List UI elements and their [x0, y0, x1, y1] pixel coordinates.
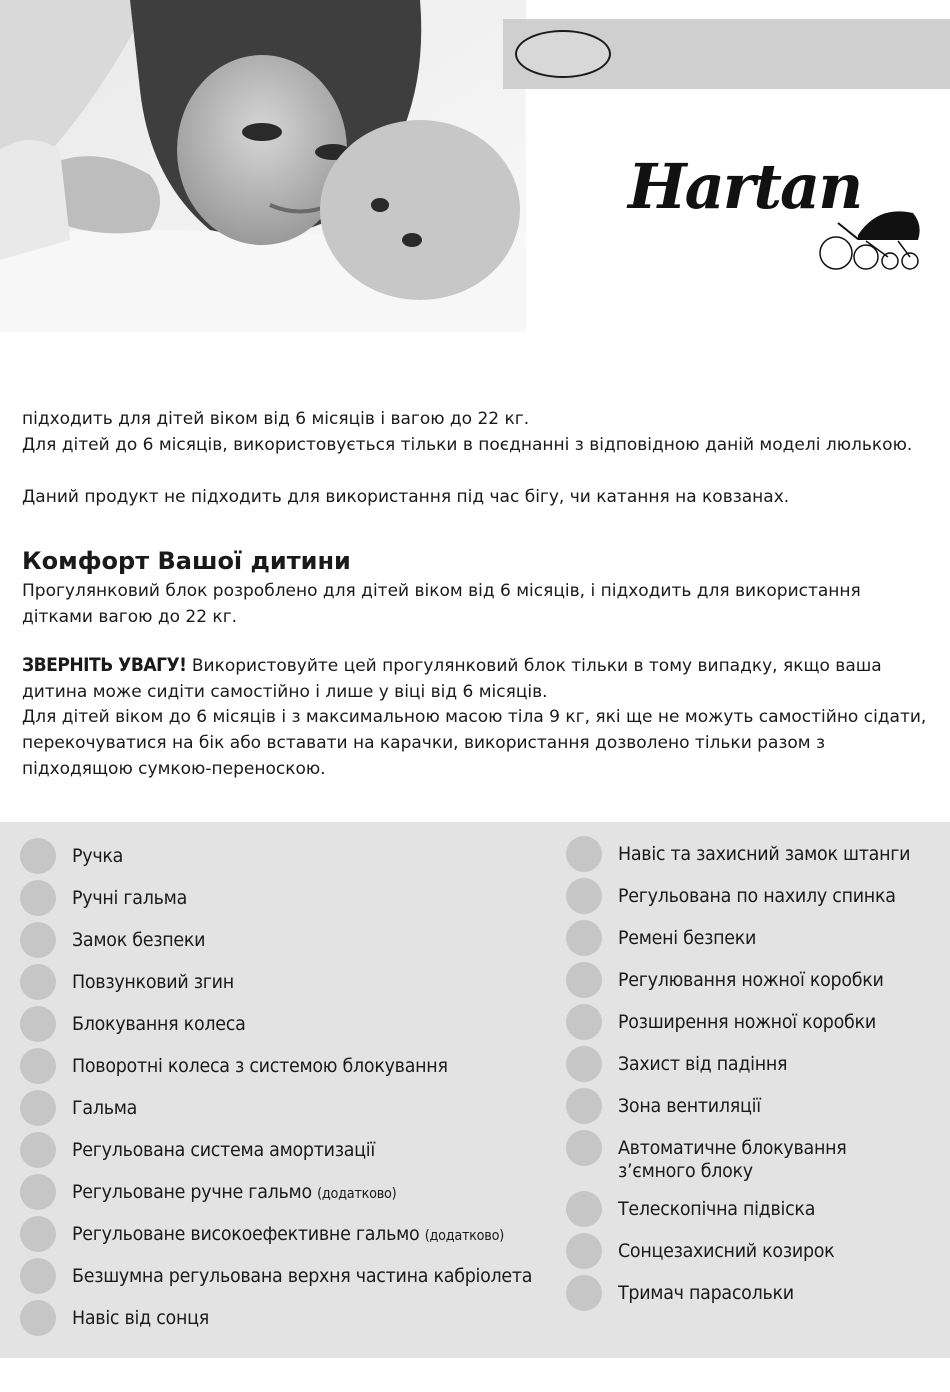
bullet-circle-icon [20, 1090, 56, 1126]
feature-label-text: Телескопічна підвіска [618, 1198, 816, 1220]
warning-text: Використовуйте цей прогулянковий блок тільки в тому випадку, якщо ваша дитина може сидіти самостійно і лише у віці від 6 місяців. [22, 656, 882, 702]
bullet-circle-icon [566, 1191, 602, 1227]
bullet-circle-icon [566, 878, 602, 914]
feature-item [20, 1216, 560, 1252]
bullet-circle-icon [566, 1233, 602, 1269]
feature-item [20, 1006, 560, 1042]
feature-label [618, 962, 884, 992]
bullet-circle-icon [566, 1275, 602, 1311]
warning-paragraph [22, 652, 927, 705]
feature-label [618, 836, 910, 866]
feature-item [566, 878, 950, 914]
feature-label-text: Регулювання ножної коробки [618, 969, 884, 991]
intro-line-1: підходить для дітей віком від 6 місяців і вагою до 22 кг. [22, 409, 530, 429]
bullet-circle-icon [20, 1132, 56, 1168]
feature-label-text: Навіс від сонця [72, 1307, 209, 1329]
feature-label-text: Ручні гальма [72, 887, 188, 909]
feature-item [566, 920, 950, 956]
feature-item [20, 922, 560, 958]
feature-item [20, 1258, 560, 1294]
feature-item [20, 1132, 560, 1168]
feature-item [20, 1048, 560, 1084]
photo-illustration [0, 0, 526, 332]
feature-label [72, 1300, 209, 1330]
feature-label [618, 1004, 876, 1034]
comfort-text: Прогулянковий блок розроблено для дітей віком від 6 місяців, і підходить для використання дітками вагою до 22 кг. [22, 581, 861, 627]
warning-text-2: Для дітей віком до 6 місяців і з максимальною масою тіла 9 кг, які ще не можуть самостійно сідати, перекочуватися на бік або вставати на карачки, використання дозволено тільки разом з підходящою сумкою-переноскою. [22, 707, 927, 779]
comfort-title: Комфорт Вашої дитини [22, 547, 351, 575]
bullet-circle-icon [20, 922, 56, 958]
feature-label [618, 1046, 787, 1076]
mother-baby-photo [0, 0, 526, 332]
bullet-circle-icon [566, 1088, 602, 1124]
feature-item [566, 836, 950, 872]
pram-icon [818, 195, 928, 275]
feature-label-text: Повзунковий згин [72, 971, 234, 993]
feature-item [20, 838, 560, 874]
feature-item [566, 1046, 950, 1082]
warning-label: ЗВЕРНІТЬ УВАГУ! [22, 654, 187, 676]
feature-label-text: Ручка [72, 845, 124, 867]
feature-label [618, 1275, 794, 1305]
bullet-circle-icon [566, 1046, 602, 1082]
feature-label-text: Регульована система амортизації [72, 1139, 375, 1161]
bullet-circle-icon [20, 1258, 56, 1294]
feature-item [20, 1300, 560, 1336]
feature-label [618, 1233, 834, 1263]
bullet-circle-icon [20, 1216, 56, 1252]
bullet-circle-icon [20, 1174, 56, 1210]
feature-item [566, 1275, 950, 1311]
feature-label [72, 1090, 137, 1120]
feature-label [72, 1216, 504, 1248]
feature-label [618, 920, 756, 950]
feature-item [20, 880, 560, 916]
feature-note: (додатково) [424, 1228, 504, 1244]
feature-label [72, 1174, 396, 1206]
features-right-list [566, 836, 950, 1317]
feature-label-text: Тримач парасольки [618, 1282, 794, 1304]
bullet-circle-icon [20, 964, 56, 1000]
feature-item [20, 1090, 560, 1126]
feature-label-text: Автоматичне блокування з’ємного блоку [618, 1137, 847, 1182]
bullet-circle-icon [20, 1300, 56, 1336]
feature-item [20, 964, 560, 1000]
feature-note: (додатково) [317, 1186, 397, 1202]
hartan-logo [628, 150, 938, 280]
feature-label-text: Регульоване ручне гальмо [72, 1181, 318, 1203]
feature-item [20, 1174, 560, 1210]
feature-label-text: Зона вентиляції [618, 1095, 761, 1117]
feature-item [566, 1130, 950, 1183]
intro-line-2: Для дітей до 6 місяців, використовується тільки в поєднанні з відповідною даній моделі люлькою. [22, 435, 913, 455]
feature-item [566, 962, 950, 998]
feature-label-text: Гальма [72, 1097, 138, 1119]
bullet-circle-icon [566, 962, 602, 998]
feature-item [566, 1004, 950, 1040]
feature-label [72, 922, 205, 952]
feature-label [72, 1132, 375, 1162]
feature-label [618, 1088, 761, 1118]
feature-label [72, 1258, 532, 1288]
bullet-circle-icon [20, 880, 56, 916]
bullet-circle-icon [20, 1048, 56, 1084]
feature-label-text: Безшумна регульована верхня частина кабріолета [72, 1265, 533, 1287]
bullet-circle-icon [20, 838, 56, 874]
feature-item [566, 1088, 950, 1124]
bullet-circle-icon [566, 1130, 602, 1166]
feature-label-text: Замок безпеки [72, 929, 206, 951]
feature-item [566, 1191, 950, 1227]
feature-label [72, 964, 234, 994]
feature-label-text: Захист від падіння [618, 1053, 788, 1075]
page-number-oval [515, 30, 611, 78]
feature-label [72, 1006, 246, 1036]
feature-label [72, 1048, 448, 1078]
features-panel [0, 822, 950, 1358]
feature-label-text: Регульована по нахилу спинка [618, 885, 896, 907]
bullet-circle-icon [566, 920, 602, 956]
feature-label [72, 838, 123, 868]
feature-label-text: Поворотні колеса з системою блокування [72, 1055, 448, 1077]
bullet-circle-icon [566, 836, 602, 872]
bullet-circle-icon [566, 1004, 602, 1040]
feature-label [618, 1130, 923, 1183]
feature-label [618, 1191, 815, 1221]
features-left-list [20, 838, 560, 1342]
feature-label-text: Ремені безпеки [618, 927, 757, 949]
feature-label-text: Блокування колеса [72, 1013, 246, 1035]
feature-label [72, 880, 187, 910]
feature-label-text: Розширення ножної коробки [618, 1011, 876, 1033]
bullet-circle-icon [20, 1006, 56, 1042]
feature-item [566, 1233, 950, 1269]
feature-label-text: Сонцезахисний козирок [618, 1240, 835, 1262]
logo-text: Hartan [628, 150, 862, 223]
feature-label [618, 878, 896, 908]
feature-label-text: Регульоване високоефективне гальмо [72, 1223, 425, 1245]
intro-line-3: Даний продукт не підходить для використання під час бігу, чи катання на ковзанах. [22, 487, 790, 507]
feature-label-text: Навіс та захисний замок штанги [618, 843, 911, 865]
